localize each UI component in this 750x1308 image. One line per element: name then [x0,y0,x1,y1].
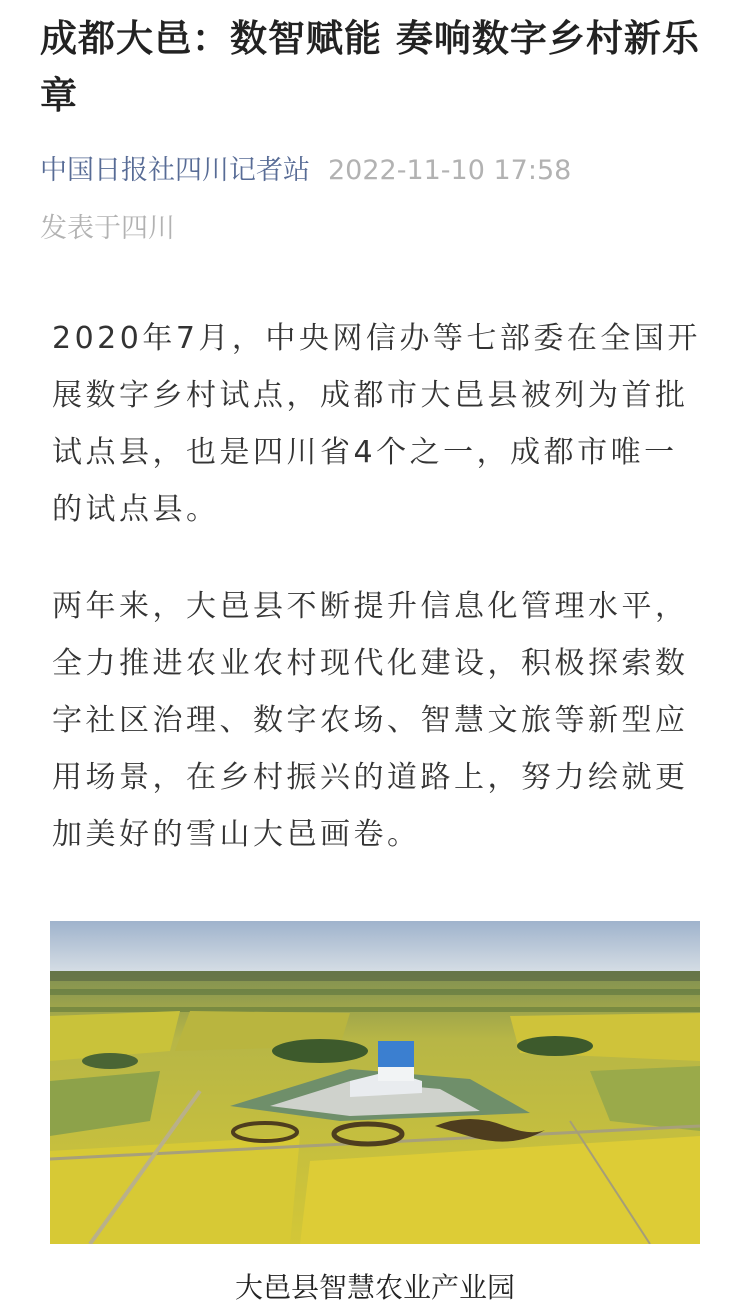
paragraph-2: 两年来，大邑县不断提升信息化管理水平，全力推进农业农村现代化建设，积极探索数字社区治理、数字农场、智慧文旅等新型应用场景，在乡村振兴的道路上，努力绘就更加美好的雪山大邑画卷。 [52,589,689,852]
publish-datetime: 2022-11-10 17:58 [328,155,572,186]
paragraph-1: 2020年7月，中央网信办等七部委在全国开展数字乡村试点，成都市大邑县被列为首批试点县，也是四川省4个之一，成都市唯一的试点县。 [52,321,701,527]
article-title: 成都大邑：数智赋能 奏响数字乡村新乐章 [40,17,700,117]
article-meta [40,148,571,194]
source-account-link[interactable]: 中国日报社四川记者站 [40,155,310,186]
aerial-farm-illustration [50,921,700,1244]
aerial-farm-photo[interactable] [50,921,700,1244]
image-caption: 大邑县智慧农业产业园 [234,1271,515,1304]
publish-location: 发表于四川 [40,213,175,244]
